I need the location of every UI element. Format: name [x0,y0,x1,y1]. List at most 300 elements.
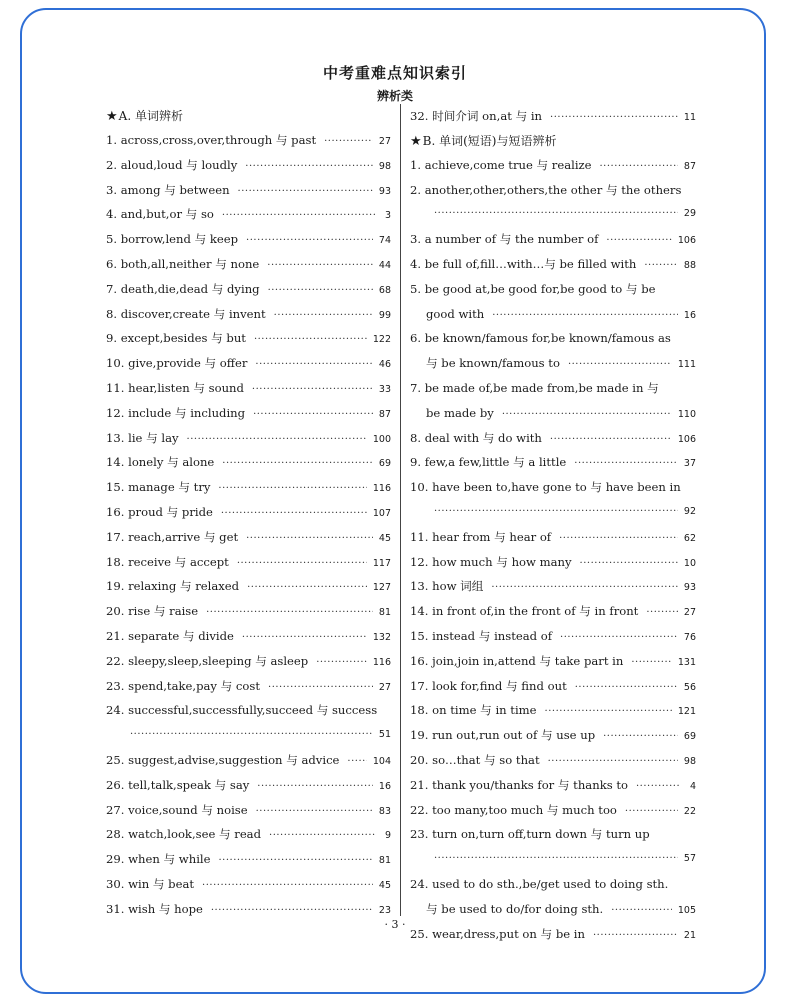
index-entry [106,351,391,376]
index-entry [106,872,391,897]
dot-leader [550,106,678,131]
entry-line [410,153,696,178]
entry-line [410,748,696,773]
entry-text: 11. hear from 与 hear of [410,529,552,544]
entry-text: 17. reach,arrive 与 get [106,529,239,544]
dot-leader [187,428,367,453]
entry-text: 14. lonely 与 alone [106,455,215,470]
entry-text: 6. both,all,neither 与 none [106,256,260,271]
entry-line [410,773,696,798]
index-entry [106,426,391,451]
entry-line [106,252,391,277]
dot-leader [575,676,678,701]
entry-line [106,674,391,699]
entry-page-number: 98 [378,160,391,172]
dot-leader [434,847,678,872]
entry-page-number: 74 [378,235,391,247]
dot-leader [202,874,373,899]
entry-text: 与 be used to do/for doing sth. [426,901,604,916]
index-entry [410,376,696,426]
entry-page-number: 98 [683,755,696,767]
entry-page-number: 46 [378,359,391,371]
entry-text: 18. on time 与 in time [410,703,537,718]
index-entry [106,302,391,327]
dot-leader [548,750,678,775]
left-entry-list [106,128,391,922]
index-entry [410,574,696,599]
entry-page-number: 37 [683,458,696,470]
entry-text: 4. be full of,fill…with…与 be filled with [410,256,637,271]
index-entry [410,674,696,699]
entry-page-number: 132 [372,631,391,643]
section-label: B. 单词(短语)与短语辨析 [422,133,557,148]
entry-text: 7. be made of,be made from,be made in 与 [410,380,659,395]
entry-page-number: 9 [384,830,391,842]
entry-line [106,698,391,723]
entry-line [106,574,391,599]
entry-page-number: 51 [378,729,391,741]
entry-text: 25. wear,dress,put on 与 be in [410,926,585,941]
index-entry [410,773,696,798]
dot-leader [644,254,678,279]
right-entry-list [410,153,696,947]
dot-leader [492,304,678,329]
dot-leader [237,552,367,577]
dot-leader [559,527,678,552]
entry-line [410,401,696,426]
dot-leader [247,576,367,601]
entry-line [106,302,391,327]
dot-leader [606,229,671,254]
entry-text: 5. be good at,be good for,be good to 与 be [410,281,656,296]
entry-text: 10. give,provide 与 offer [106,356,248,371]
index-entry [106,822,391,847]
entry-page-number: 81 [378,855,391,867]
entry-line [410,376,696,401]
entry-text: 2. aloud,loud 与 loudly [106,157,238,172]
column-divider [400,104,401,916]
entry-line [106,550,391,575]
entry-line [410,252,696,277]
entry-text: 7. death,die,dead 与 dying [106,281,260,296]
section-heading-a [106,104,391,128]
entry-text: 27. voice,sound 与 noise [106,802,248,817]
index-entry [106,624,391,649]
index-entry [106,401,391,426]
left-column [106,104,391,922]
index-entry [106,847,391,872]
entry-page-number: 105 [677,904,696,916]
entry-text: 15. manage 与 try [106,480,211,495]
index-entry [106,773,391,798]
index-entry [410,227,696,252]
entry-page-number: 68 [378,284,391,296]
entry-page-number: 93 [683,582,696,594]
index-entry [410,723,696,748]
index-entry [410,872,696,922]
entry-page-number: 122 [372,334,391,346]
entry-text: 23. turn on,turn off,turn down 与 turn up [410,827,650,842]
entry-text: good with [426,306,485,321]
index-entry [106,550,391,575]
entry-line [106,624,391,649]
dot-leader [218,849,372,874]
entry-line [106,376,391,401]
entry-line [410,326,696,351]
entry-page-number: 111 [677,359,696,371]
entry-page-number: 69 [378,458,391,470]
entry-line [410,475,696,500]
entry-text: 12. include 与 including [106,405,246,420]
entry-line [106,227,391,252]
entry-page-number: 69 [683,731,696,743]
entry-text: 24. used to do sth.,be/get used to doing sth. [410,876,669,891]
dot-leader [130,723,373,748]
right-pre-entry-list [410,104,696,129]
entry-text: 10. have been to,have gone to 与 have been in [410,480,681,495]
index-entry [106,574,391,599]
entry-line [410,426,696,451]
dot-leader [255,353,372,378]
dot-leader [560,626,678,651]
entry-page-number: 117 [372,557,391,569]
index-entry [106,599,391,624]
entry-page-number: 16 [683,309,696,321]
index-entry [106,153,391,178]
dot-leader [550,428,672,453]
entry-text: 15. instead 与 instead of [410,628,553,643]
entry-line [410,574,696,599]
index-entry [410,277,696,327]
index-entry [106,277,391,302]
dot-leader [545,700,672,725]
entry-line [106,847,391,872]
entry-page-number: 93 [378,185,391,197]
dot-leader [267,254,373,279]
entry-line [106,153,391,178]
entry-text: 1. achieve,come true 与 realize [410,157,592,172]
dot-leader [491,576,678,601]
index-entry [410,822,696,872]
index-entry [410,624,696,649]
section-heading-b [410,129,696,153]
entry-page-number: 10 [683,557,696,569]
entry-page-number: 57 [683,853,696,865]
dot-leader [600,155,678,180]
index-entry [106,674,391,699]
entry-text: 13. lie 与 lay [106,430,179,445]
entry-line [410,798,696,823]
index-entry [106,500,391,525]
dot-leader [631,651,672,676]
entry-line [106,748,391,773]
right-column [410,104,696,946]
entry-page-number: 29 [683,208,696,220]
dot-leader [268,279,373,304]
dot-leader [222,204,375,229]
index-entry [410,550,696,575]
dot-leader [246,229,373,254]
entry-text: 1. across,cross,over,through 与 past [106,133,317,147]
dot-leader [646,601,678,626]
entry-page-number: 116 [372,483,391,495]
index-entry [106,376,391,401]
index-entry [106,178,391,203]
entry-line [106,178,391,203]
entry-page-number: 106 [677,235,696,247]
index-entry [410,475,696,525]
entry-page-number: 104 [372,755,391,767]
dot-leader [254,328,367,353]
entry-text: 31. wish 与 hope [106,901,203,916]
entry-line [410,277,696,302]
entry-page-number: 131 [677,656,696,668]
dot-leader [574,452,678,477]
entry-text: 28. watch,look,see 与 read [106,827,262,842]
entry-line [106,723,391,748]
dot-leader [257,775,373,800]
entry-line [106,822,391,847]
entry-page-number: 76 [683,631,696,643]
entry-line [410,104,696,129]
dot-leader [252,378,373,403]
entry-text: 19. relaxing 与 relaxed [106,579,240,594]
index-entry [410,599,696,624]
entry-line [106,599,391,624]
entry-text: 21. thank you/thanks for 与 thanks to [410,777,628,792]
entry-page-number: 62 [683,532,696,544]
entry-page-number: 116 [372,656,391,668]
index-entry [410,450,696,475]
entry-text: 16. proud 与 pride [106,504,213,519]
page-subtitle: 辨析类 [376,89,413,103]
dot-leader [269,824,375,849]
index-entry [106,450,391,475]
entry-line [410,450,696,475]
dot-leader [242,626,367,651]
dot-leader [434,202,678,227]
entry-line [410,649,696,674]
entry-line [410,624,696,649]
dot-leader [222,452,373,477]
entry-text: 29. when 与 while [106,852,211,867]
index-entry [106,525,391,550]
entry-line [106,202,391,227]
index-entry [410,178,696,228]
entry-line [106,401,391,426]
index-entry [410,153,696,178]
entry-line [106,475,391,500]
entry-page-number: 45 [378,879,391,891]
entry-page-number: 83 [378,805,391,817]
entry-text: 18. receive 与 accept [106,554,229,569]
entry-text: 6. be known/famous for,be known/famous as [410,331,671,346]
entry-line [106,773,391,798]
entry-line [106,525,391,550]
page-number: · 3 · [384,918,406,931]
entry-text: 20. so…that 与 so that [410,752,540,767]
entry-text: 3. a number of 与 the number of [410,232,599,247]
entry-line [410,302,696,327]
dot-leader [238,180,373,205]
entry-text: 25. suggest,advise,suggestion 与 advice [106,752,340,767]
entry-line [410,351,696,376]
entry-page-number: 88 [683,259,696,271]
entry-text: 30. win 与 beat [106,876,195,891]
entry-text: 8. discover,create 与 invent [106,306,266,321]
entry-line [106,277,391,302]
entry-page-number: 127 [372,582,391,594]
entry-text: 4. and,but,or 与 so [106,207,214,222]
index-entry [410,252,696,277]
entry-page-number: 16 [378,780,391,792]
index-entry [106,227,391,252]
entry-text: 21. separate 与 divide [106,628,234,643]
entry-page-number: 22 [683,805,696,817]
entry-line [410,202,696,227]
index-entry [410,326,696,376]
entry-text: 5. borrow,lend 与 keep [106,232,239,247]
entry-text: 17. look for,find 与 find out [410,678,567,693]
entry-text: be made by [426,405,494,420]
dot-leader [246,527,373,552]
dot-leader [221,502,367,527]
entry-text: 2. another,other,others,the other 与 the others [410,182,682,197]
entry-text: 3. among 与 between [106,182,230,197]
entry-text: 32. 时间介词 on,at 与 in [410,109,543,123]
entry-line [410,872,696,897]
index-entry [410,525,696,550]
dot-leader [274,304,373,329]
entry-line [106,450,391,475]
entry-page-number: 92 [683,505,696,517]
index-entry [106,798,391,823]
entry-page-number: 87 [683,160,696,172]
index-entry [106,252,391,277]
section-label: A. 单词辨析 [118,109,183,123]
index-entry [106,649,391,674]
entry-text: 8. deal with 与 do with [410,430,542,445]
dot-leader [268,676,373,701]
star-icon: ★ [410,133,422,149]
entry-text: 13. how 词组 [410,579,484,594]
entry-page-number: 110 [677,408,696,420]
entry-line [410,847,696,872]
entry-page-number: 3 [384,210,391,222]
index-entry [410,798,696,823]
entry-text: 16. join,join in,attend 与 take part in [410,653,624,668]
star-icon: ★ [106,109,118,124]
dot-leader [580,552,678,577]
index-entry [410,649,696,674]
entry-text: 22. sleepy,sleep,sleeping 与 asleep [106,653,309,668]
index-entry [410,698,696,723]
entry-line [410,500,696,525]
entry-text: 14. in front of,in the front of 与 in front [410,604,639,619]
page-title: 中考重难点知识索引 [322,64,467,82]
entry-line [410,599,696,624]
entry-line [106,872,391,897]
entry-page-number: 81 [378,607,391,619]
entry-line [106,426,391,451]
entry-text: 11. hear,listen 与 sound [106,380,244,395]
entry-line [410,822,696,847]
entry-text: 26. tell,talk,speak 与 say [106,777,250,792]
entry-text: 19. run out,run out of 与 use up [410,728,596,743]
entry-page-number: 106 [677,433,696,445]
entry-line [410,698,696,723]
index-entry [106,698,391,748]
entry-page-number: 4 [689,780,696,792]
entry-page-number: 45 [378,532,391,544]
entry-text: 23. spend,take,pay 与 cost [106,678,261,693]
entry-text: 24. successful,successfully,succeed 与 success [106,703,378,718]
entry-line [106,798,391,823]
dot-leader [625,800,678,825]
entry-page-number: 23 [378,904,391,916]
index-entry [106,748,391,773]
entry-page-number: 87 [378,408,391,420]
dot-leader [245,155,373,180]
entry-line [106,326,391,351]
entry-page-number: 100 [372,433,391,445]
index-entry [106,202,391,227]
entry-text: 9. except,besides 与 but [106,331,246,346]
entry-text: 20. rise 与 raise [106,604,199,619]
entry-page-number: 107 [372,507,391,519]
entry-page-number: 27 [683,607,696,619]
entry-page-number: 11 [683,112,696,123]
entry-page-number: 44 [378,259,391,271]
index-entry [106,475,391,500]
dot-leader [568,353,672,378]
entry-line [410,674,696,699]
entry-page-number: 121 [677,706,696,718]
entry-line [106,128,391,153]
dot-leader [253,403,373,428]
dot-leader [502,403,672,428]
dot-leader [206,601,373,626]
entry-text: 22. too many,too much 与 much too [410,802,617,817]
dot-leader [316,651,367,676]
entry-page-number: 99 [378,309,391,321]
index-entry [410,104,696,129]
entry-line [106,351,391,376]
entry-text: 与 be known/famous to [426,356,560,371]
dot-leader [256,800,373,825]
dot-leader [636,775,680,800]
entry-line [410,525,696,550]
dot-leader [603,725,678,750]
index-entry [410,748,696,773]
entry-page-number: 56 [683,681,696,693]
entry-page-number: 27 [378,681,391,693]
entry-page-number: 21 [683,929,696,941]
entry-line [410,178,696,203]
entry-line [410,227,696,252]
dot-leader [347,750,366,775]
entry-line [106,500,391,525]
entry-text: 9. few,a few,little 与 a little [410,455,567,470]
index-entry [106,128,391,153]
dot-leader [324,130,373,155]
entry-text: 12. how much 与 how many [410,554,572,569]
entry-line [410,550,696,575]
dot-leader [434,500,678,525]
entry-line [410,723,696,748]
entry-page-number: 33 [378,383,391,395]
entry-line [106,649,391,674]
